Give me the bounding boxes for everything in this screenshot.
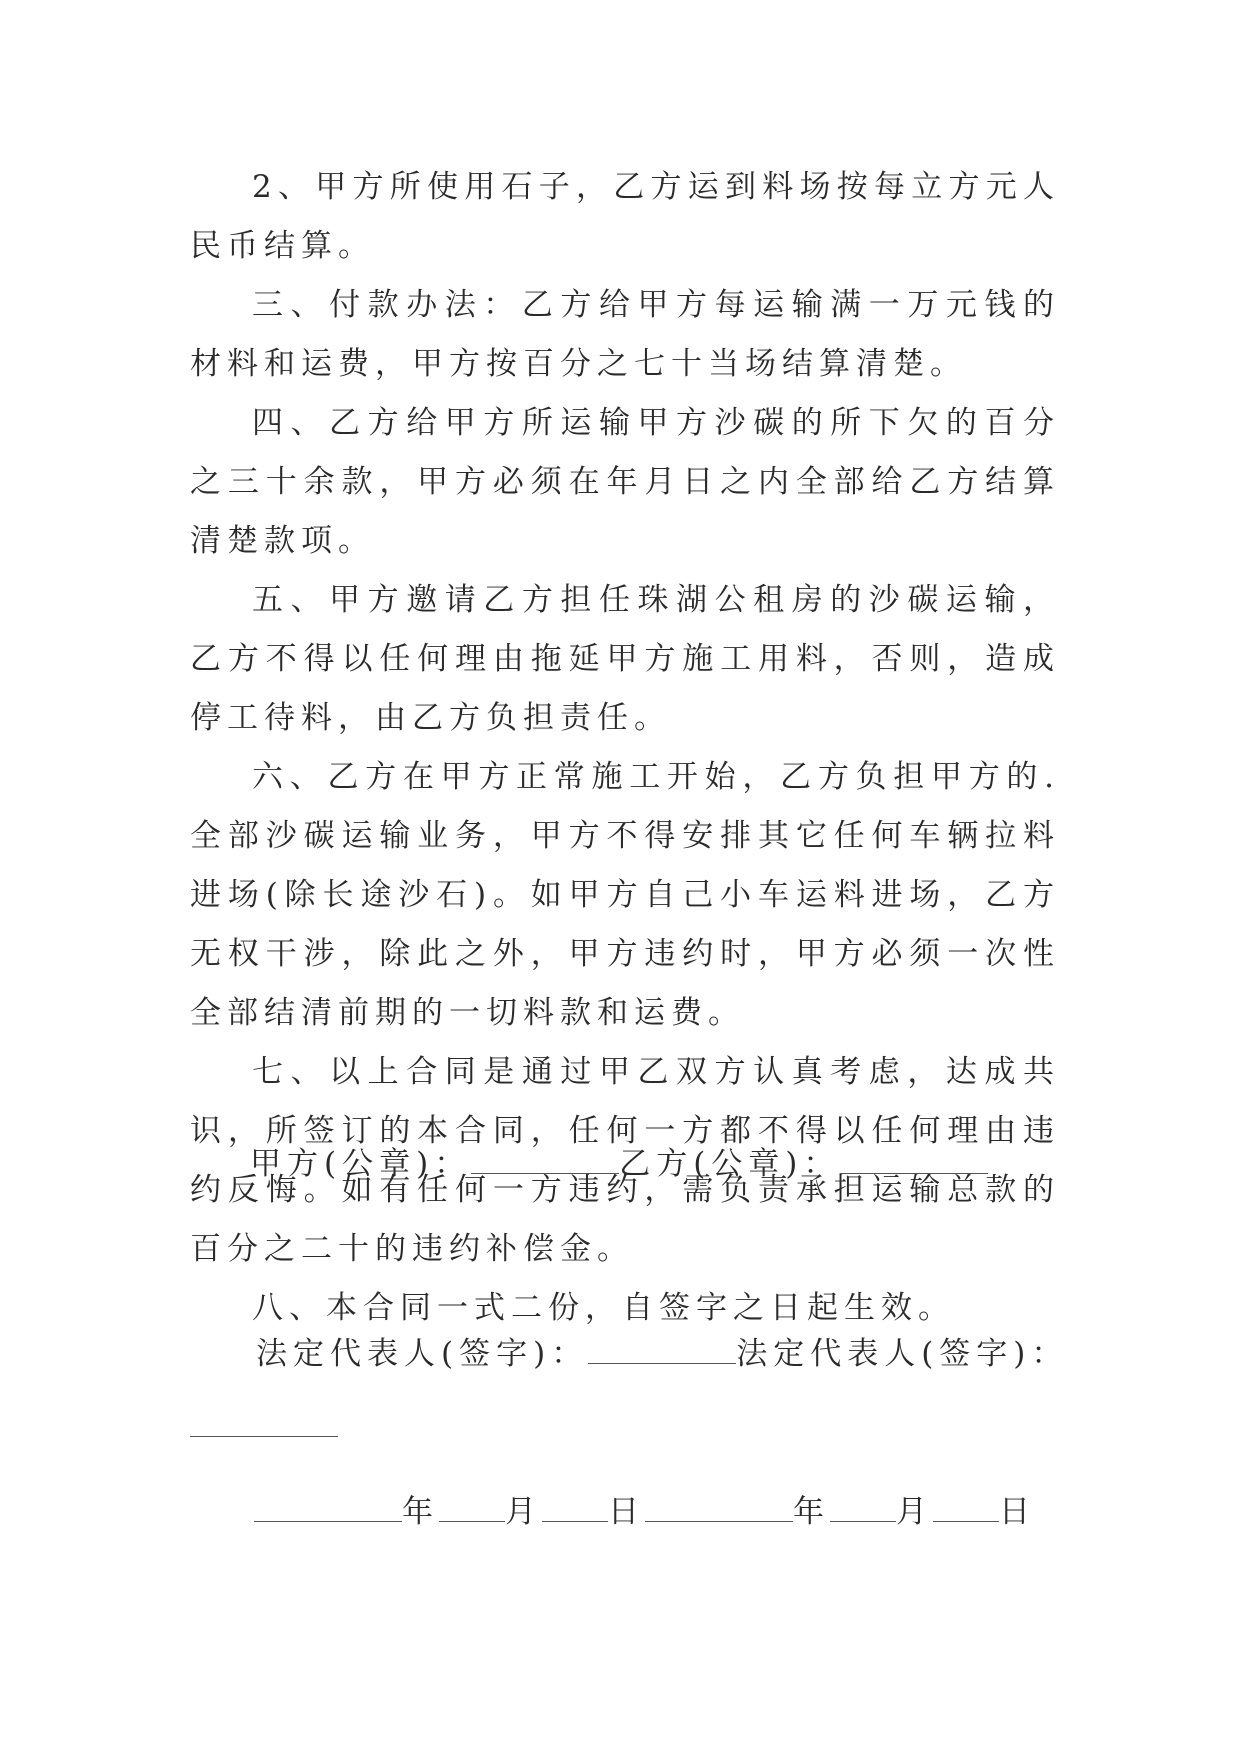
clause-3-payment-method: 三、付款办法：乙方给甲方每运输满一万元钱的材料和运费，甲方按百分之七十当场结算清楚。 (190, 287, 1060, 382)
party-b-month-label: 月 (896, 1494, 933, 1530)
seal-line (250, 1138, 988, 1183)
clause-4-remaining-balance: 四、乙方给甲方所运输甲方沙碳的所下欠的百分之三十余款，甲方必须在年月日之内全部给乙方结算清楚款项。 (190, 405, 1060, 559)
clause-8-effective-date: 八、本合同一式二份，自签字之日起生效。 (252, 1290, 955, 1326)
party-b-month-blank (830, 1495, 896, 1522)
clause-2-stone-settlement: 2、甲方所使用石子，乙方运到料场按每立方元人民币结算。 (190, 169, 1060, 264)
party-b-day-blank (933, 1495, 999, 1522)
party-a-month-label: 月 (505, 1494, 542, 1530)
party-a-year-label: 年 (402, 1494, 439, 1530)
representative-line (256, 1328, 1068, 1373)
party-b-year-label: 年 (793, 1494, 830, 1530)
party-a-day-label: 日 (608, 1494, 645, 1530)
clause-5-transport-duty: 五、甲方邀请乙方担任珠湖公租房的沙碳运输，乙方不得以任何理由拖延甲方施工用料，否则，造成停工待料，由乙方负担责任。 (190, 582, 1060, 736)
party-b-seal-label: 乙方(公章)： (619, 1146, 841, 1182)
party-a-year-blank (254, 1495, 402, 1522)
party-a-seal-blank (471, 1147, 619, 1174)
party-b-rep-label: 法定代表人(签字)： (736, 1336, 1069, 1372)
date-line (254, 1486, 1036, 1531)
party-b-rep-blank (190, 1436, 338, 1437)
party-a-rep-label: 法定代表人(签字)： (256, 1336, 589, 1372)
clause-7-breach-penalty: 七、以上合同是通过甲乙双方认真考虑，达成共识，所签订的本合同，任何一方都不得以任何理由违约反悔。如有任何一方违约，需负责承担运输总款的百分之二十的违约补偿金。 (190, 1054, 1060, 1267)
party-b-year-blank (645, 1495, 793, 1522)
party-a-seal-label: 甲方(公章)： (250, 1146, 472, 1182)
party-a-day-blank (542, 1495, 608, 1522)
party-b-seal-blank (840, 1147, 988, 1174)
clause-6-exclusive-transport: 六、乙方在甲方正常施工开始，乙方负担甲方的.全部沙碳运输业务，甲方不得安排其它任何车辆拉料进场(除长途沙石)。如甲方自己小车运料进场，乙方无权干涉，除此之外，甲方违约时，甲方必须一次性全部结清前期的一切料款和运费。 (190, 759, 1060, 1031)
party-b-day-label: 日 (999, 1494, 1036, 1530)
party-a-month-blank (439, 1495, 505, 1522)
party-a-rep-blank (588, 1337, 736, 1364)
